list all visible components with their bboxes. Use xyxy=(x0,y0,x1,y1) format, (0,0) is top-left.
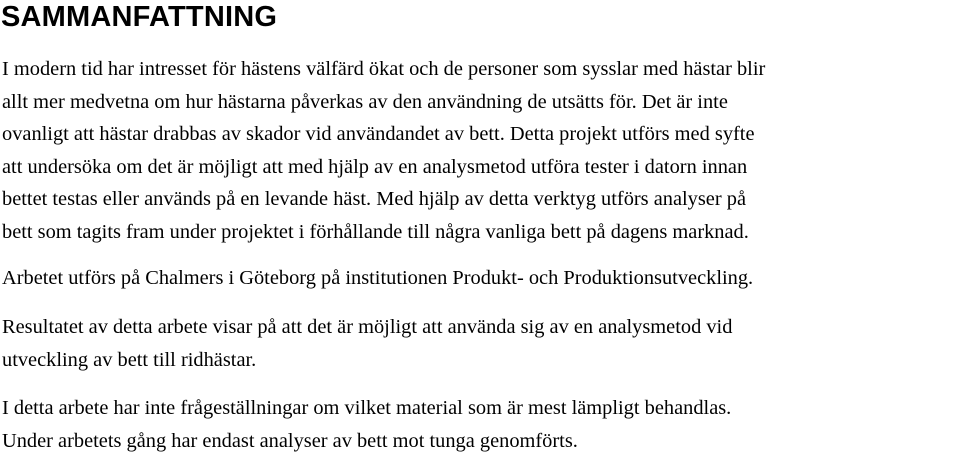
text-line: I detta arbete har inte frågeställningar om vilket material som är mest lämpligt behandlas. xyxy=(2,392,957,425)
text-line: allt mer medvetna om hur hästarna påverkas av den användning de utsätts för. Det är inte xyxy=(2,86,957,119)
text-line: bettet testas eller används på en levande häst. Med hjälp av detta verktyg utförs analyser på xyxy=(2,183,957,216)
paragraph-limitations xyxy=(2,392,957,457)
text-line: I modern tid har intresset för hästens välfärd ökat och de personer som sysslar med hästar blir xyxy=(2,53,957,86)
text-line: utveckling av bett till ridhästar. xyxy=(2,344,957,377)
page-title: SAMMANFATTNING xyxy=(1,0,277,34)
text-line: Arbetet utförs på Chalmers i Göteborg på institutionen Produkt- och Produktionsutveckling. xyxy=(2,262,957,295)
text-line: ovanligt att hästar drabbas av skador vid användandet av bett. Detta projekt utförs med syfte xyxy=(2,118,957,151)
paragraph-intro xyxy=(2,53,957,248)
paragraph-location xyxy=(2,262,957,295)
text-line: Under arbetets gång har endast analyser av bett mot tunga genomförts. xyxy=(2,425,957,457)
text-line: att undersöka om det är möjligt att med hjälp av en analysmetod utföra tester i datorn innan xyxy=(2,151,957,184)
text-line: bett som tagits fram under projektet i förhållande till några vanliga bett på dagens marknad. xyxy=(2,216,957,249)
paragraph-result xyxy=(2,311,957,376)
text-line: Resultatet av detta arbete visar på att det är möjligt att använda sig av en analysmetod vid xyxy=(2,311,957,344)
